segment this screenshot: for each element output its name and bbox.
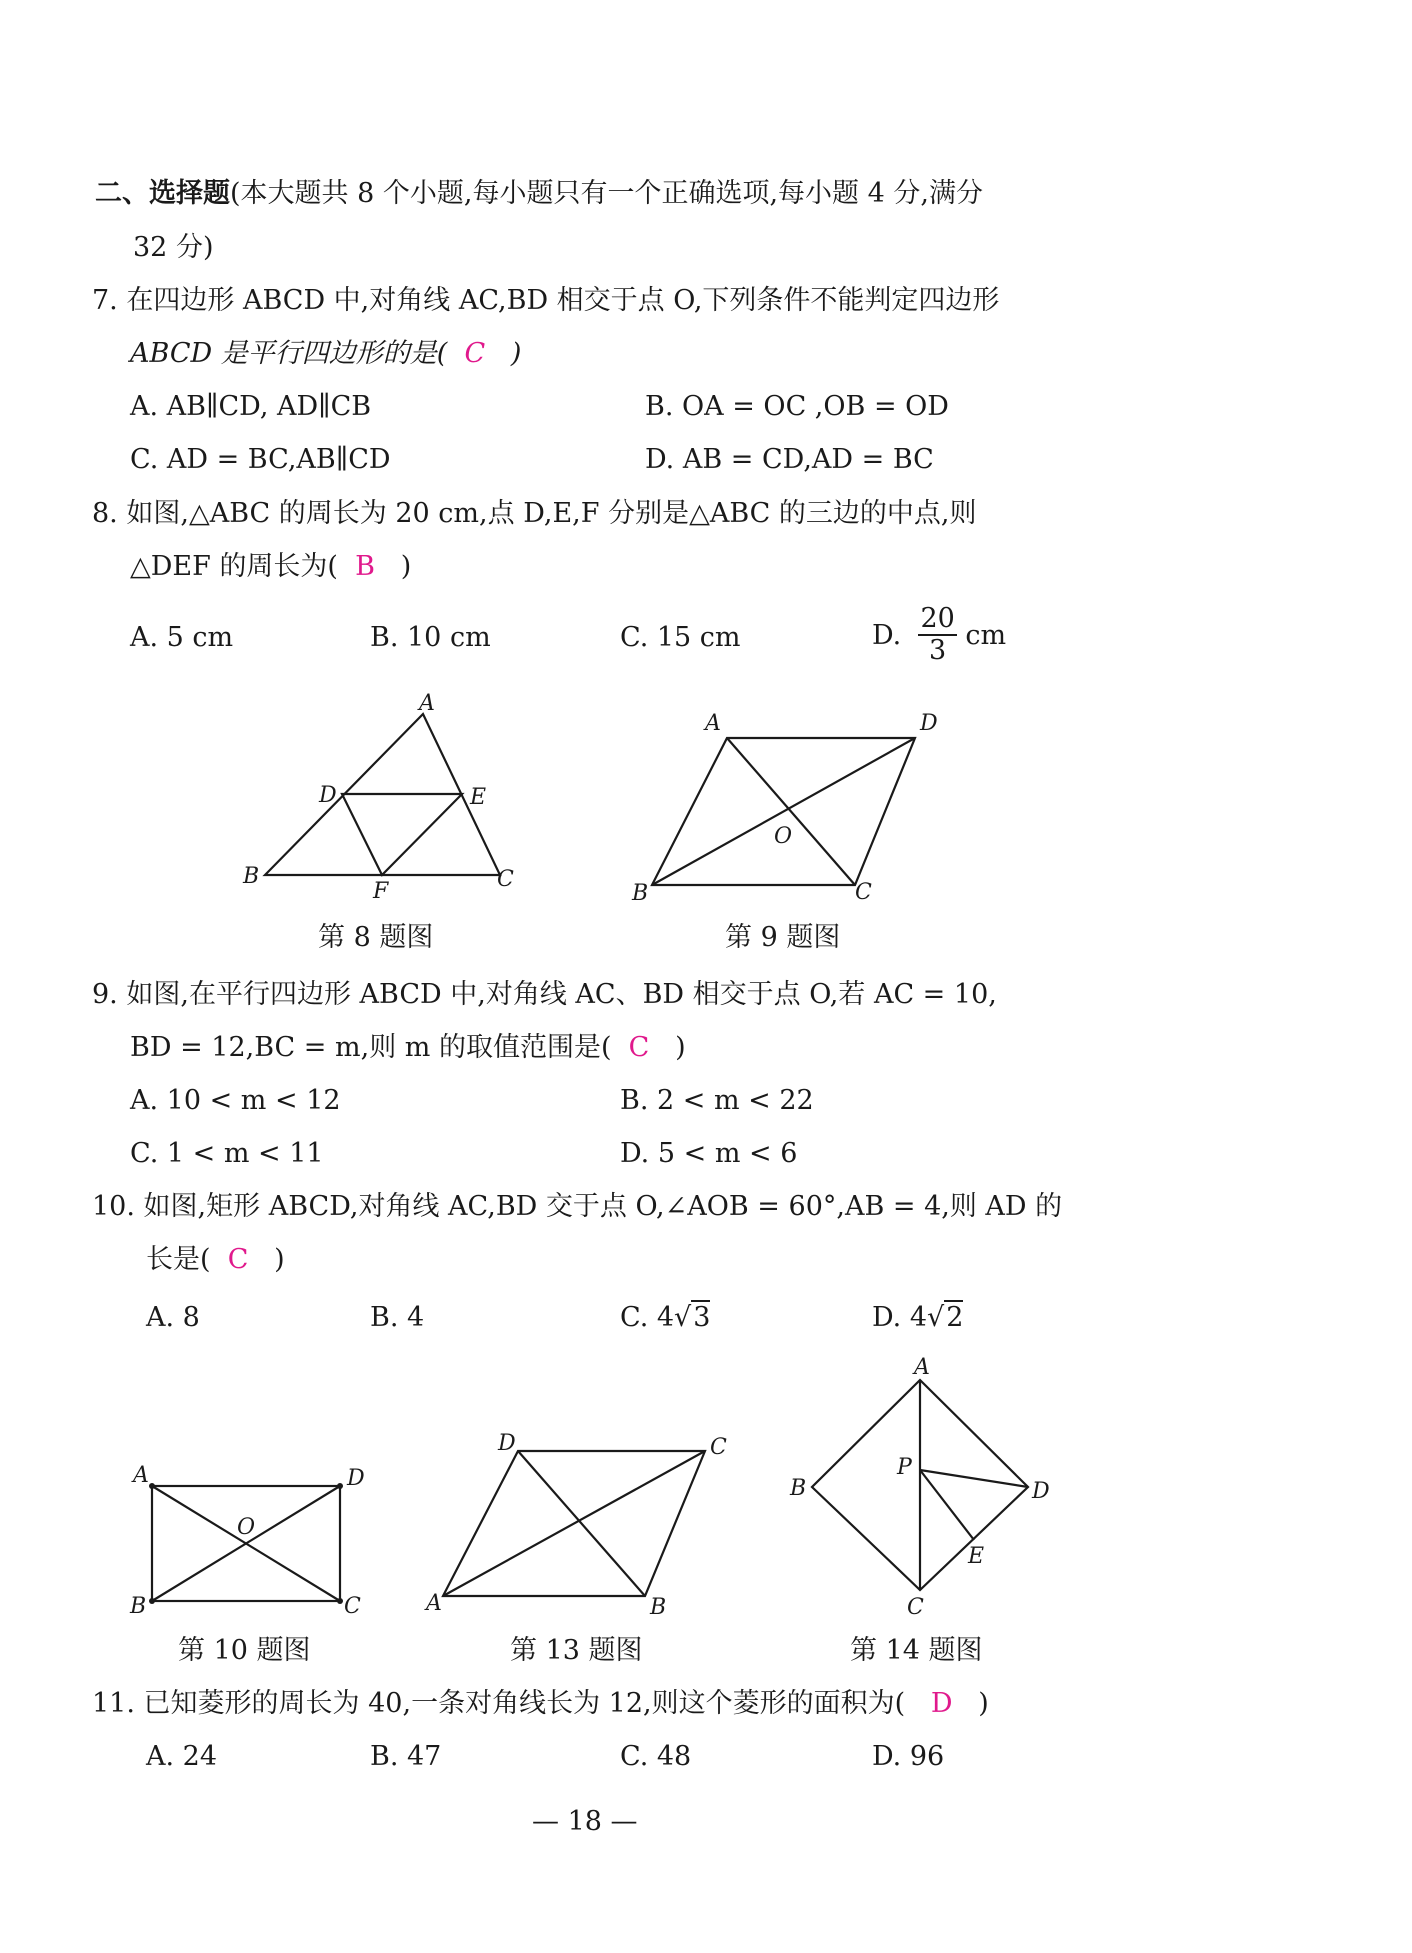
label-b: B (243, 864, 260, 889)
label-b: B (632, 881, 649, 906)
sqrt-symbol: √ (674, 1302, 692, 1333)
label-c: C (855, 880, 872, 905)
figure-9-caption: 第 9 题图 (725, 922, 841, 953)
option-c: C. 48 (620, 1741, 692, 1772)
question-10 (92, 1193, 1062, 1220)
option-b: B. 10 cm (370, 622, 491, 653)
label-c: C (344, 1594, 361, 1619)
label-c: C (907, 1595, 924, 1620)
label-b: B (130, 1594, 147, 1619)
label-c: C (710, 1435, 727, 1460)
option-d: D. $\frac{20}{3}$ cm (872, 603, 1007, 666)
question-7-line2: ABCD 是平行四边形的是( C ) (130, 338, 522, 369)
diagonal-ac (727, 738, 855, 885)
answer-mark: C (628, 1032, 650, 1063)
label-d: D (920, 711, 938, 736)
section-title: 二、选择题 (95, 178, 230, 209)
question-number: 10. (92, 1191, 135, 1222)
question-text: 如图,在平行四边形 ABCD 中,对角线 AC、BD 相交于点 O,若 AC = 10, (126, 979, 997, 1010)
option-d: D. AB = CD,AD = BC (645, 444, 934, 475)
question-text: 如图,矩形 ABCD,对角线 AC,BD 交于点 O,∠AOB = 60°,AB = 4,则 AD 的 (143, 1191, 1063, 1222)
label-a: A (914, 1355, 930, 1380)
section-description: (本大题共 8 个小题,每小题只有一个正确选项,每小题 4 分,满分 (230, 178, 983, 209)
question-7 (92, 287, 999, 314)
option-d: D. 4√2 (872, 1302, 964, 1333)
label-a: A (426, 1591, 442, 1616)
label-f: F (373, 879, 389, 904)
figure-13 (420, 1428, 740, 1628)
segment-pe (920, 1470, 974, 1540)
answer-mark: C (464, 338, 486, 369)
label-d: D (1032, 1479, 1050, 1504)
section-header (95, 180, 983, 207)
label-a: A (705, 711, 721, 736)
question-9 (92, 981, 997, 1008)
question-text: 已知菱形的周长为 40,一条对角线长为 12,则这个菱形的面积为( (143, 1688, 906, 1719)
option-a: A. 24 (146, 1741, 218, 1772)
label-a: A (133, 1463, 149, 1488)
label-d: D (498, 1431, 516, 1456)
answer-mark: C (227, 1244, 249, 1275)
figure-14 (780, 1350, 1070, 1630)
question-number: 9. (92, 979, 118, 1010)
option-d: D. 96 (872, 1741, 945, 1772)
segment-pd (920, 1470, 1028, 1487)
option-b: B. 47 (370, 1741, 442, 1772)
diagonal-ca (443, 1451, 705, 1596)
figure-8 (235, 690, 525, 905)
figure-10-caption: 第 10 题图 (178, 1635, 311, 1666)
option-c: C. AD = BC,AB∥CD (130, 444, 391, 475)
figure-9 (630, 705, 950, 905)
figure-13-caption: 第 13 题图 (510, 1635, 643, 1666)
question-11: 11. 已知菱形的周长为 40,一条对角线长为 12,则这个菱形的面积为( D ) (92, 1688, 989, 1719)
question-9-line2: BD = 12,BC = m,则 m 的取值范围是( C ) (130, 1032, 686, 1063)
label-b: B (650, 1595, 667, 1620)
question-10-line2: 长是( C ) (146, 1244, 285, 1275)
question-number: 11. (92, 1688, 135, 1719)
label-d: D (319, 783, 337, 808)
sqrt-symbol: √ (927, 1302, 945, 1333)
label-a: A (419, 691, 435, 716)
question-number: 8. (92, 498, 118, 529)
option-b: B. OA = OC ,OB = OD (645, 391, 949, 422)
label-o: O (774, 824, 793, 849)
label-e: E (470, 785, 487, 810)
question-text: 在四边形 ABCD 中,对角线 AC,BD 相交于点 O,下列条件不能判定四边形 (126, 285, 1000, 316)
option-a: A. AB∥CD, AD∥CB (130, 391, 372, 422)
question-8 (92, 500, 977, 527)
label-c: C (497, 867, 514, 892)
option-d: D. 5 < m < 6 (620, 1138, 798, 1169)
option-c: C. 15 cm (620, 622, 741, 653)
label-d: D (347, 1466, 365, 1491)
option-a: A. 5 cm (130, 622, 234, 653)
option-a: A. 10 < m < 12 (130, 1085, 341, 1116)
diagonal-db (518, 1451, 645, 1596)
figure-10 (130, 1460, 370, 1620)
answer-mark: D (930, 1688, 953, 1719)
triangle-def (342, 794, 462, 875)
answer-mark: B (355, 551, 375, 582)
option-b: B. 2 < m < 22 (620, 1085, 814, 1116)
section-description-cont: 32 分) (133, 232, 214, 263)
option-c: C. 1 < m < 11 (130, 1138, 324, 1169)
label-p: P (897, 1455, 912, 1480)
label-o: O (237, 1515, 256, 1540)
question-8-line2: △DEF 的周长为( B ) (130, 551, 412, 582)
diagonal-bd (652, 738, 915, 885)
question-text: 如图,△ABC 的周长为 20 cm,点 D,E,F 分别是△ABC 的三边的中点,则 (126, 498, 977, 529)
label-b: B (790, 1476, 807, 1501)
option-b: B. 4 (370, 1302, 425, 1333)
page-number: — 18 — (532, 1806, 638, 1837)
figure-8-caption: 第 8 题图 (318, 922, 434, 953)
option-c: C. 4√3 (620, 1302, 711, 1333)
fraction: $\frac{20}{3}$ (920, 603, 955, 666)
figure-14-caption: 第 14 题图 (850, 1635, 983, 1666)
option-a: A. 8 (146, 1302, 200, 1333)
label-e: E (968, 1544, 985, 1569)
question-number: 7. (92, 285, 118, 316)
